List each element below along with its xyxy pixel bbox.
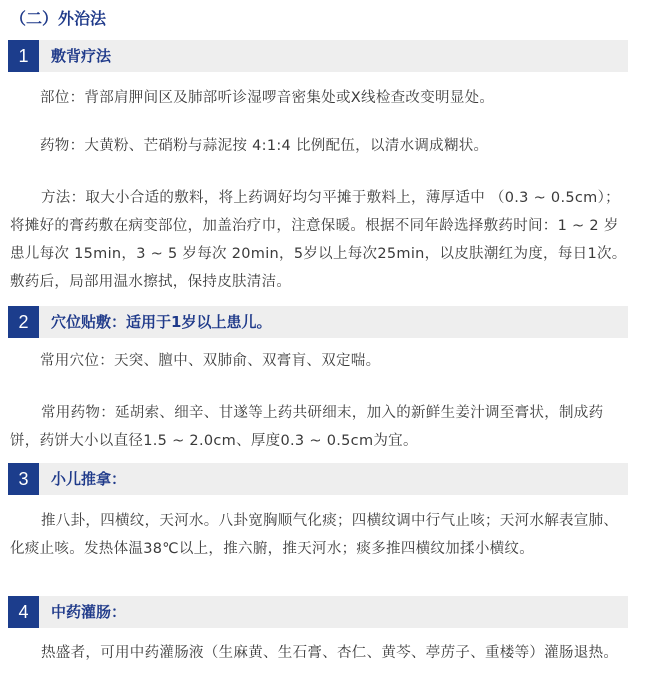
section-title: （二）外治法 [10,9,107,28]
paragraph-location: 部位：背部肩胛间区及肺部听诊湿啰音密集处或X线检查改变明显处。 [40,90,495,106]
item-title: 穴位贴敷：适用于1岁以上患儿。 [51,313,272,331]
paragraph-drugs: 常用药物：延胡索、细辛、甘遂等上药共研细末，加入的新鲜生姜汁调至膏状，制成药饼，药饼大小以直径1.5 ~ 2.0cm、厚度0.3 ~ 0.5cm为宜。 [10,405,604,449]
item-header-3 [8,463,628,495]
item-number-badge: 1 [8,40,39,72]
item-header-2 [8,306,628,338]
paragraph-medicine: 药物：大黄粉、芒硝粉与蒜泥按 4:1:4 比例配伍，以清水调成糊状。 [40,138,489,154]
item-header-4 [8,596,628,628]
paragraph-enema: 热盛者，可用中药灌肠液（生麻黄、生石膏、杏仁、黄芩、葶苈子、重楼等）灌肠退热。 [41,645,619,661]
item-title: 敷背疗法 [51,47,112,65]
paragraph-massage: 推八卦，四横纹，天河水。八卦宽胸顺气化痰；四横纹调中行气止咳；天河水解表宣肺、化痰止咳。发热体温38℃以上，推六腑，推天河水；痰多推四横纹加揉小横纹。 [10,513,619,557]
item-header-1 [8,40,628,72]
item-number-badge: 3 [8,463,39,495]
item-title: 中药灌肠： [51,603,127,621]
paragraph-acupoints: 常用穴位：天突、膻中、双肺俞、双膏肓、双定喘。 [40,353,381,369]
item-title: 小儿推拿： [51,470,127,488]
item-number-badge: 4 [8,596,39,628]
item-number-badge: 2 [8,306,39,338]
paragraph-method: 方法：取大小合适的敷料，将上药调好均匀平摊于敷料上，薄厚适中 （0.3 ~ 0.5cm）；将摊好的膏药敷在病变部位，加盖治疗巾，注意保暖。根据不同年龄选择敷药时间：1 ~ 2 岁患儿每次 15min，3 ~ 5 岁每次 20min，5岁以上每次25min，以皮肤潮红为度，每日1次。敷药后，局部用温水擦拭，保持皮肤清洁。 [10,190,627,290]
